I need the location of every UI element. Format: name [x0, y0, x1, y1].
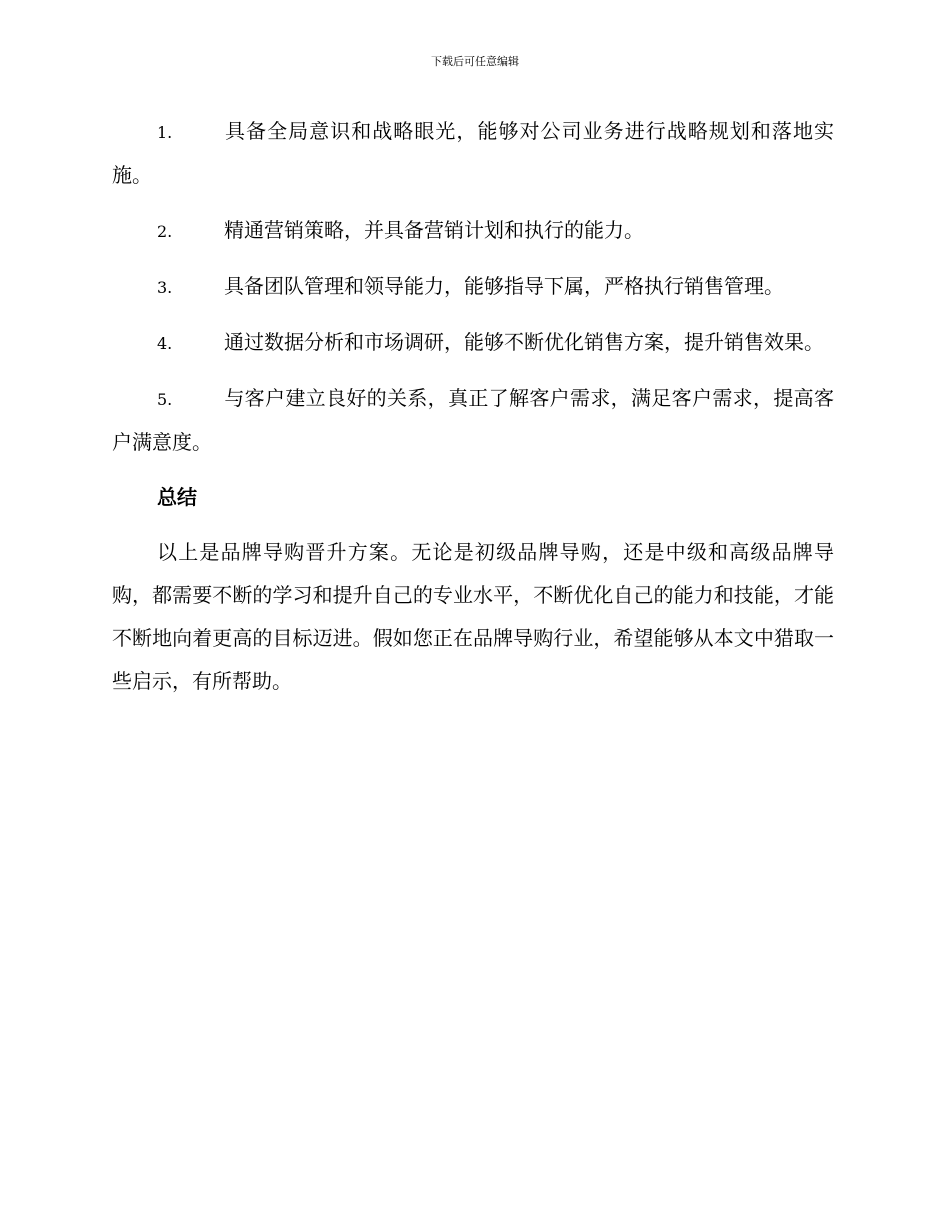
list-text: 精通营销策略，并具备营销计划和执行的能力。 [224, 218, 644, 242]
page-header: 下载后可任意编辑 [431, 55, 519, 68]
list-number: 4. [157, 334, 173, 353]
list-number: 2. [157, 222, 173, 241]
list-text: 通过数据分析和市场调研，能够不断优化销售方案，提升销售效果。 [224, 330, 824, 354]
list-number: 5. [157, 390, 173, 409]
list-item [112, 209, 834, 253]
list-number: 1. [157, 123, 173, 142]
list-item [112, 377, 834, 464]
list-text: 具备全局意识和战略眼光，能够对公司业务进行战略规划和落地实施。 [112, 119, 834, 187]
summary-heading: 总结 [157, 485, 197, 509]
list-item [112, 110, 834, 197]
list-item [112, 321, 834, 365]
document-body [112, 110, 834, 703]
summary-paragraph: 以上是品牌导购晋升方案。无论是初级品牌导购，还是中级和高级品牌导购，都需要不断的学习和提升自己的专业水平，不断优化自己的能力和技能，才能不断地向着更高的目标迈进。假如您正在品牌导购行业，希望能够从本文中猎取一些启示，有所帮助。 [112, 540, 834, 693]
list-item [112, 265, 834, 309]
list-text: 具备团队管理和领导能力，能够指导下属，严格执行销售管理。 [224, 274, 784, 298]
list-number: 3. [157, 278, 173, 297]
list-text: 与客户建立良好的关系，真正了解客户需求，满足客户需求，提高客户满意度。 [112, 386, 834, 454]
